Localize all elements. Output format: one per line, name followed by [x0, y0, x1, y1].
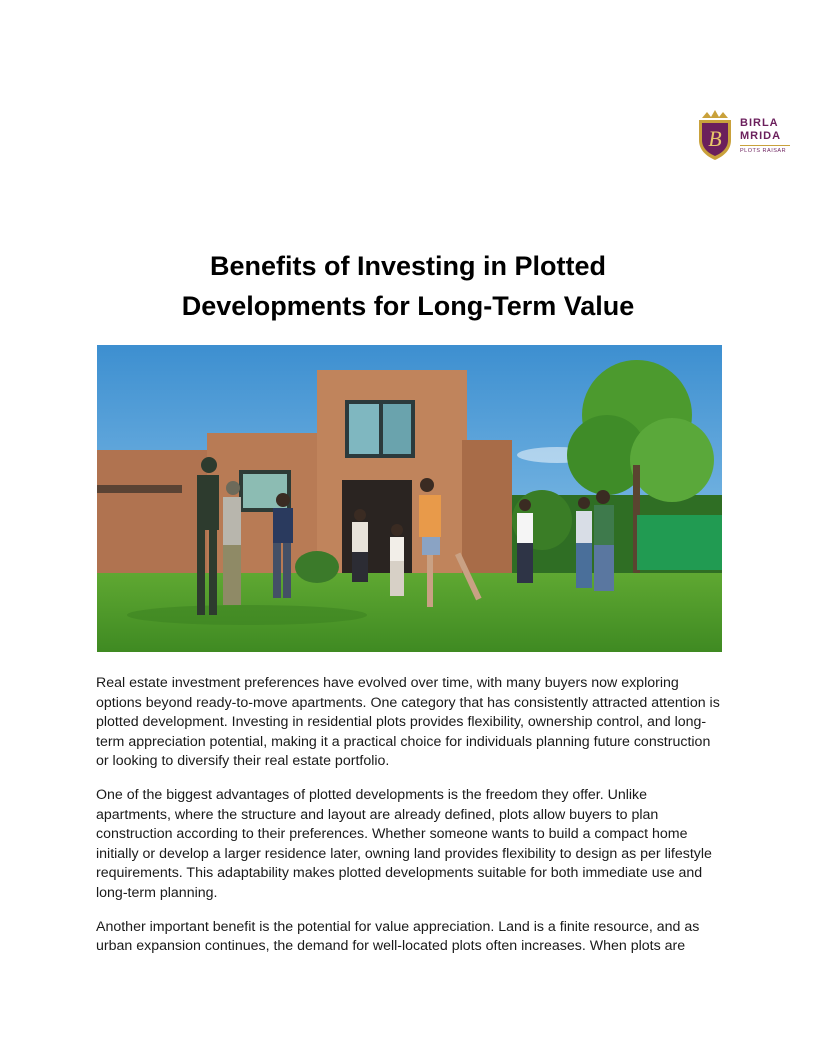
article-body — [96, 674, 724, 971]
paragraph-1: Real estate investment preferences have evolved over time, with many buyers now exploring options beyond ready-to-move apartments. One category that has consistently attracted attention is plotted development. Investing in residential plots provides flexibility, ownership control, and long-term appreciation potential, making it a practical choice for individuals planning future construction or looking to diversify their real estate portfolio. — [96, 675, 720, 770]
paragraph-2: One of the biggest advantages of plotted developments is the freedom they offer. Unlike apartments, where the structure and layout are already defined, plots allow buyers to plan construction according to their preferences. Whether someone wants to build a compact home initially or develop a larger residence later, owning land provides flexibility to design as per lifestyle requirements. This adaptability makes plotted developments suitable for both immediate use and long-term planning. — [96, 786, 712, 901]
crest-icon — [694, 108, 736, 162]
title-line-2: Developments for Long-Term Value — [181, 291, 635, 321]
logo-word-mrida: MRIDA — [740, 130, 782, 142]
logo-tagline: PLOTS RAISAR — [740, 148, 787, 154]
title-line-1: Benefits of Investing in Plotted — [209, 251, 607, 281]
hero-photo — [97, 345, 722, 652]
brand-logo — [694, 108, 794, 164]
logo-monogram: B — [708, 126, 722, 151]
page-title — [96, 246, 720, 326]
paragraph-3: Another important benefit is the potential for value appreciation. Land is a finite resource, and as urban expansion continues, the demand for well-located plots often increases. When plots are — [96, 918, 700, 955]
logo-word-birla: BIRLA — [740, 117, 779, 129]
logo-divider — [740, 145, 790, 146]
